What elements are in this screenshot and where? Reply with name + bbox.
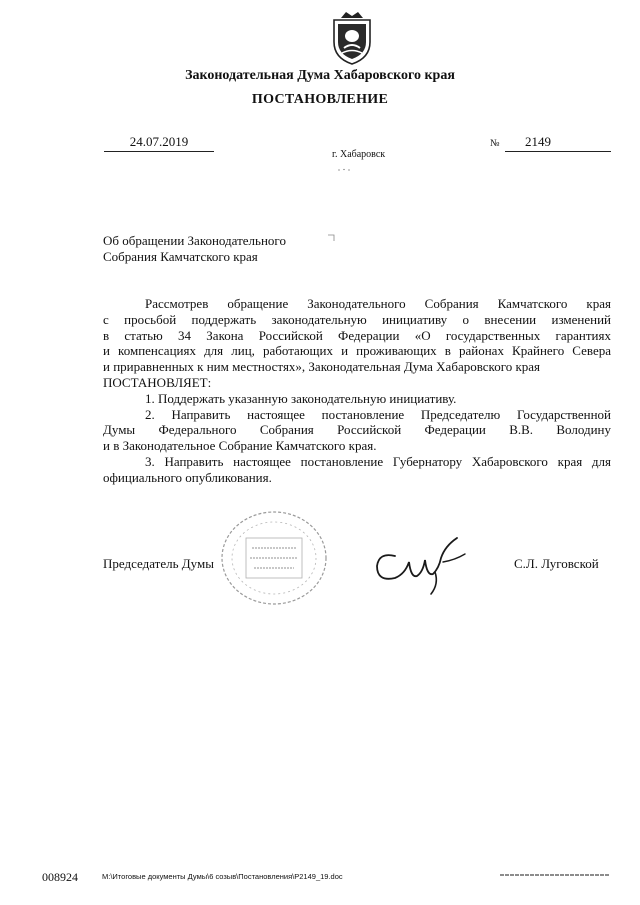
signatory-name: С.Л. Луговской <box>514 556 599 571</box>
body-line: Рассмотрев обращение Законодательного Собрания Камчатского края <box>145 296 611 311</box>
coat-of-arms-icon <box>330 8 374 66</box>
resolves-label: ПОСТАНОВЛЯЕТ: <box>103 374 212 390</box>
organization-name: Законодательная Дума Хабаровского края <box>185 68 455 83</box>
number-sign: № <box>490 138 500 149</box>
scan-specks <box>338 168 350 172</box>
resolution-item-line: Думы Федерального Собрания Российской Федерации В.В. Володину <box>103 422 611 438</box>
subject-line: Об обращении Законодательного <box>103 233 286 248</box>
resolution-item-line: официального опубликования. <box>103 469 272 485</box>
document-date: 24.07.2019 <box>104 134 214 152</box>
body-line: и компенсациях для лиц, работающих и проживающих в районах Крайнего Севера <box>103 343 611 359</box>
resolution-item: 1. Поддержать указанную законодательную инициативу. <box>145 390 457 406</box>
document-type-title: ПОСТАНОВЛЕНИЕ <box>251 92 389 107</box>
city-name: г. Хабаровск <box>332 149 386 160</box>
footer-fine-print-mark <box>500 873 610 877</box>
document-body <box>103 296 611 486</box>
body-line: в статью 34 Закона Российской Федерации «О государственных гарантиях <box>103 327 611 343</box>
body-line: и приравненных к ним местностях», Законодательная Дума Хабаровского края <box>103 359 541 375</box>
resolution-item-line: и в Законодательное Собрание Камчатского края. <box>103 438 377 454</box>
handwritten-signature-icon <box>365 532 475 598</box>
footer-code: 008924 <box>42 870 78 884</box>
document-number: 2149 <box>505 134 611 152</box>
official-stamp-icon <box>216 508 328 608</box>
signatory-title: Председатель Думы <box>103 556 214 571</box>
resolution-item: 2. Направить настоящее постановление Председателю Государственной <box>145 406 611 422</box>
body-line: с просьбой поддержать законодательную инициативу о внесении изменений <box>103 311 611 327</box>
resolution-item: 3. Направить настоящее постановление Губернатору Хабаровского края для <box>145 453 611 469</box>
document-subject <box>103 233 286 265</box>
corner-mark <box>327 234 335 242</box>
footer-file-path: M:\Итоговые документы Думы\6 созыв\Постановления\P2149_19.doc <box>102 872 343 881</box>
subject-line: Собрания Камчатского края <box>103 249 258 264</box>
